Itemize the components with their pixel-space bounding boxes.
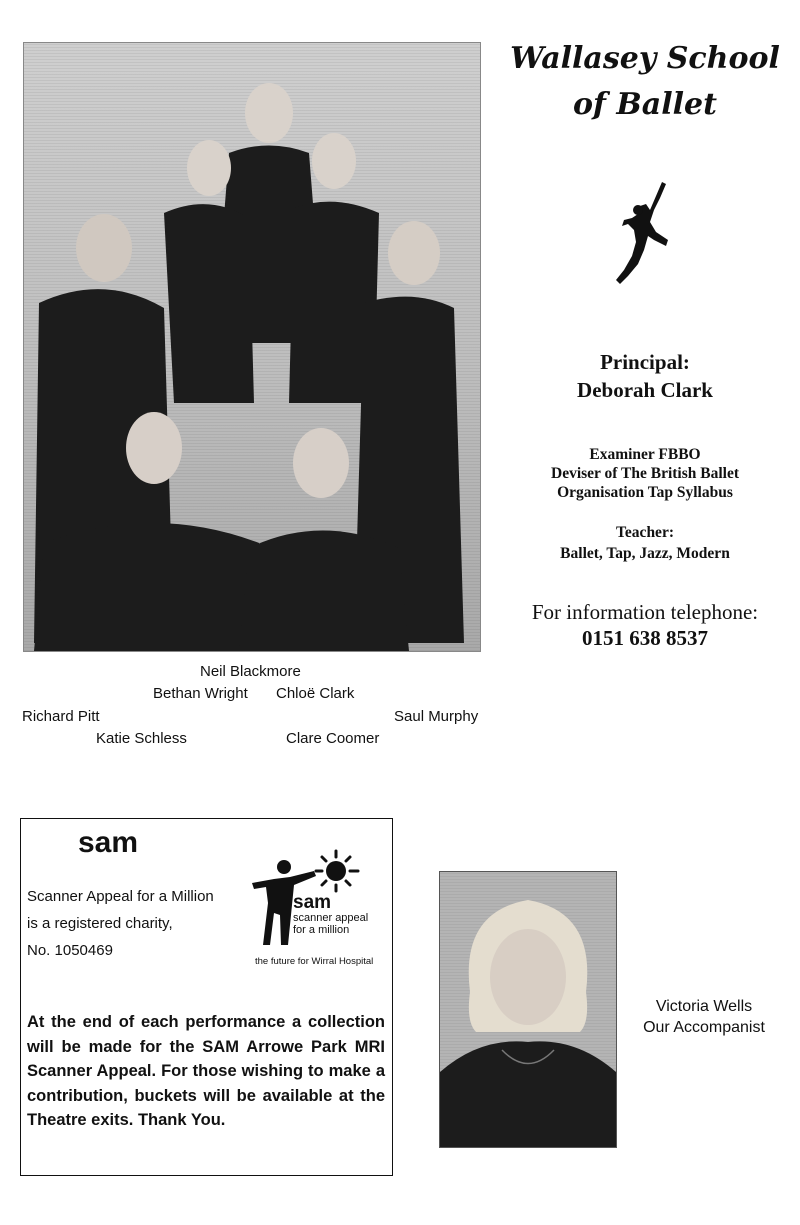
qualification-deviser: Deviser of The British Ballet (551, 465, 739, 482)
sam-charity-line2: is a registered charity, (27, 915, 173, 932)
caption-chloe-clark: Chloë Clark (276, 685, 355, 702)
information-phone: 0151 638 8537 (582, 626, 708, 650)
accompanist-role: Our Accompanist (643, 1019, 765, 1036)
caption-katie-schless: Katie Schless (96, 730, 187, 747)
group-photo-figures (24, 43, 480, 651)
school-title-line2: of Ballet (573, 87, 717, 122)
accompanist-figure (440, 872, 616, 1147)
sam-logo-word: sam (293, 892, 332, 913)
caption-richard-pitt: Richard Pitt (22, 708, 100, 725)
qualification-examiner: Examiner FBBO (589, 446, 701, 463)
sam-logo-subtitle-1: scanner appeal (293, 912, 369, 924)
sam-charity-line1: Scanner Appeal for a Million (27, 888, 214, 905)
sam-logo-subtitle-2: for a million (293, 924, 350, 936)
dancer-silhouette-icon (610, 180, 680, 290)
qualification-syllabus: Organisation Tap Syllabus (557, 484, 733, 501)
teacher-label: Teacher: (616, 524, 674, 541)
caption-saul-murphy: Saul Murphy (394, 708, 479, 725)
caption-bethan-wright: Bethan Wright (153, 685, 248, 702)
teacher-subjects: Ballet, Tap, Jazz, Modern (560, 545, 730, 562)
principal-name: Deborah Clark (577, 378, 713, 402)
group-photo (23, 42, 481, 652)
school-title (500, 36, 790, 128)
sam-logo-tagline: the future for Wirral Hospital (255, 956, 374, 967)
school-title-line1: Wallasey School (510, 41, 780, 76)
sam-collection-message: At the end of each performance a collection will be made for the SAM Arrowe Park MRI Scanner Appeal. For those wishing to make a contribution, buckets will be available at the Theatre exits. Thank You. (27, 1013, 385, 1129)
caption-neil-blackmore: Neil Blackmore (200, 663, 301, 680)
accompanist-photo (439, 871, 617, 1148)
accompanist-name: Victoria Wells (655, 998, 753, 1015)
caption-clare-coomer: Clare Coomer (286, 730, 380, 747)
principal-label: Principal: (600, 350, 690, 374)
sam-title: sam (78, 826, 139, 859)
sam-charity-number: No. 1050469 (27, 942, 113, 959)
information-label: For information telephone: (531, 600, 759, 624)
